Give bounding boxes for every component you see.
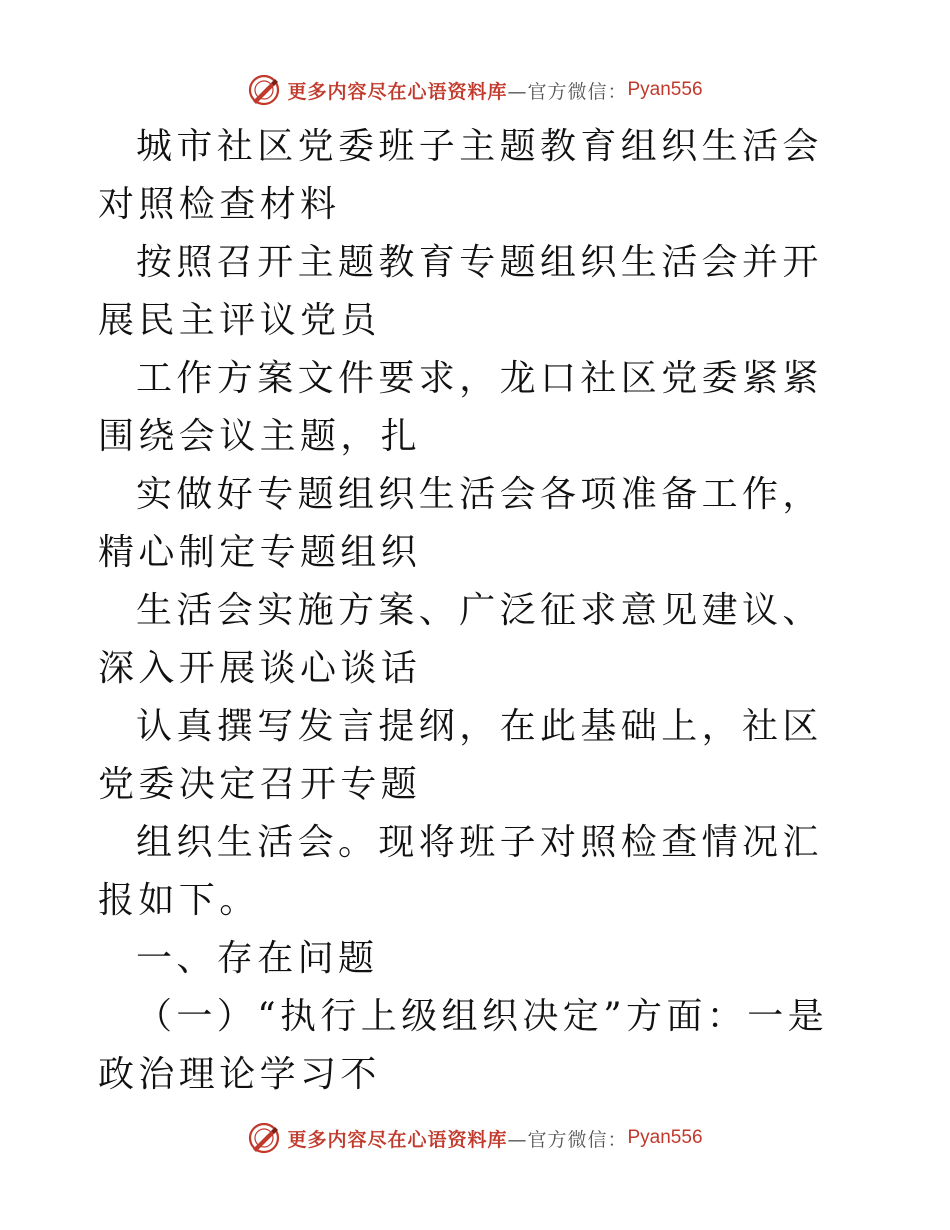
banner-title: 更多内容尽在心语资料库 — [287, 80, 508, 103]
paragraph: 组织生活会。现将班子对照检查情况汇报如下。 — [98, 822, 823, 921]
paragraph: 实做好专题组织生活会各项准备工作，精心制定专题组织 — [98, 474, 823, 573]
banner-wechat-id: Pyan556 — [627, 79, 703, 100]
paragraph: （一）“执行上级组织决定”方面：一是政治理论学习不 — [98, 996, 829, 1095]
document-body — [98, 118, 858, 1104]
section-heading: 一、存在问题 — [136, 938, 379, 979]
pen-logo-icon — [247, 1121, 281, 1155]
footer-banner — [0, 1118, 950, 1158]
banner-wechat-label: —官方微信： — [507, 1128, 628, 1151]
banner-wechat-label: —官方微信： — [507, 80, 628, 103]
banner-title: 更多内容尽在心语资料库 — [287, 1128, 508, 1151]
header-banner — [0, 70, 950, 110]
paragraph: 生活会实施方案、广泛征求意见建议、深入开展谈心谈话 — [98, 590, 823, 689]
paragraph: 认真撰写发言提纲，在此基础上，社区党委决定召开专题 — [98, 706, 823, 805]
pen-logo-icon — [247, 73, 281, 107]
banner-wechat-id: Pyan556 — [627, 1127, 703, 1148]
document-title: 城市社区党委班子主题教育组织生活会对照检查材料 — [98, 126, 823, 225]
paragraph: 按照召开主题教育专题组织生活会并开展民主评议党员 — [98, 242, 823, 341]
paragraph: 工作方案文件要求，龙口社区党委紧紧围绕会议主题，扎 — [98, 358, 823, 457]
